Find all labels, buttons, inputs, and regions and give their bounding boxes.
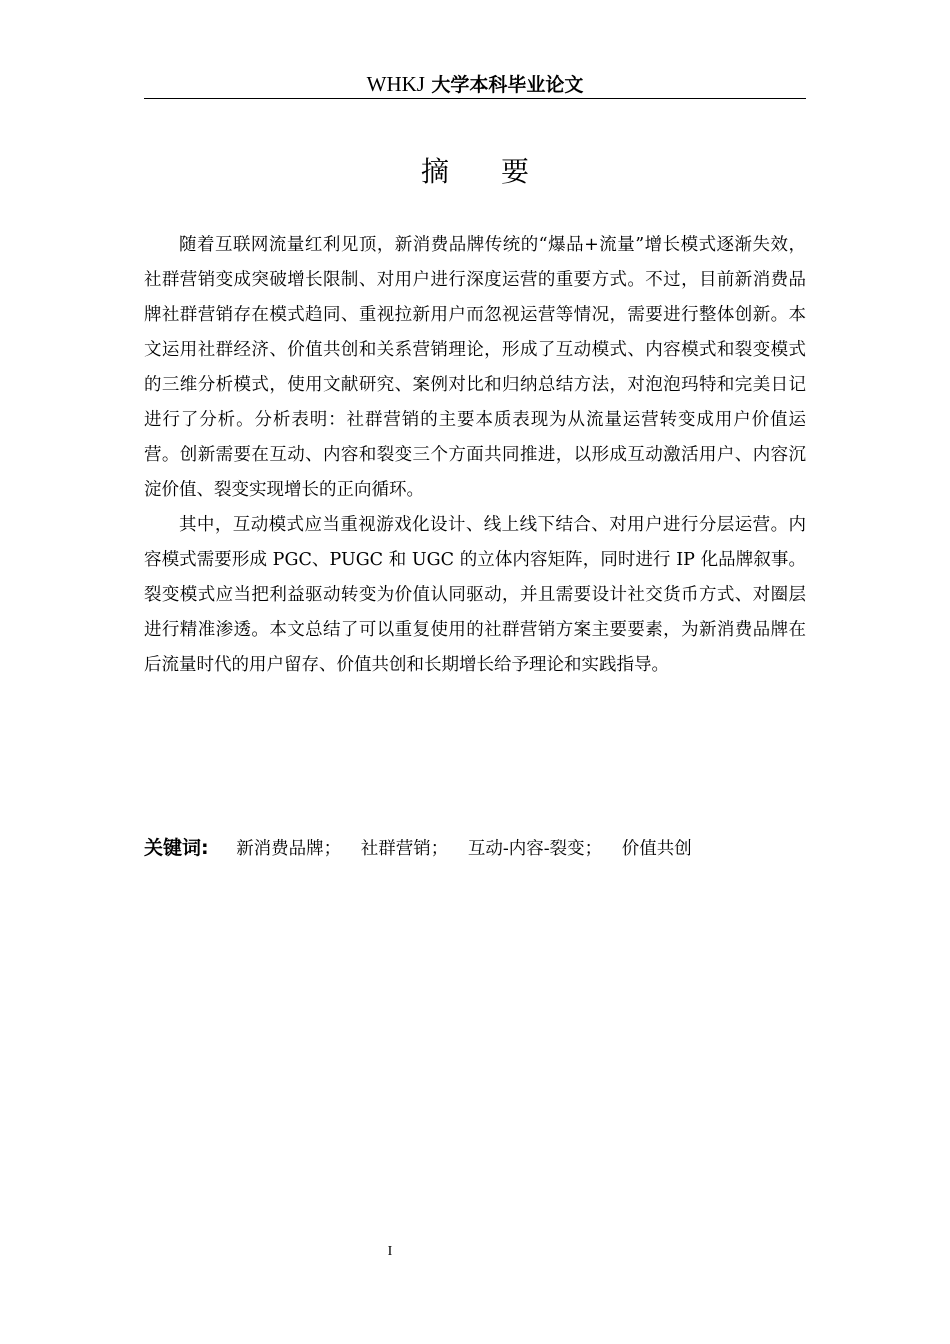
header-cjk: 大学本科毕业论文 [431,74,584,96]
keyword-item: 社群营销； [360,839,449,859]
header-rule [144,98,806,99]
keyword-item: 价值共创 [621,839,692,859]
abstract-paragraph-2: 其中，互动模式应当重视游戏化设计、线上线下结合、对用户进行分层运营。内容模式需要形成 PGC、PUGC 和 UGC 的立体内容矩阵，同时进行 IP 化品牌叙事。裂变模式应当把利益驱动转变为价值认同驱动，并且需要设计社交货币方式、对圈层进行精准渗透。本文总结了可以重复使用的社群营销方案主要要素，为新消费品牌在后流量时代的用户留存、价值共创和长期增长给予理论和实践指导。 [144,515,806,675]
keyword-item: 新消费品牌； [236,839,342,859]
abstract-body [144,228,806,683]
header-latin: WHKJ [366,72,425,96]
keyword-item: 互动-内容-裂变； [467,839,603,859]
abstract-title: 摘要 [420,155,581,188]
keywords-label: 关键词: [144,837,209,859]
page-number: I [387,1244,393,1259]
keywords-line [144,831,806,867]
running-header [144,70,806,99]
abstract-paragraph-1: 随着互联网流量红利见顶，新消费品牌传统的“爆品+流量”增长模式逐渐失效，社群营销变成突破增长限制、对用户进行深度运营的重要方式。不过，目前新消费品牌社群营销存在模式趋同、重视拉新用户而忽视运营等情况，需要进行整体创新。本文运用社群经济、价值共创和关系营销理论，形成了互动模式、内容模式和裂变模式的三维分析模式，使用文献研究、案例对比和归纳总结方法，对泡泡玛特和完美日记进行了分析。分析表明：社群营销的主要本质表现为从流量运营转变成用户价值运营。创新需要在互动、内容和裂变三个方面共同推进，以形成互动激活用户、内容沉淀价值、裂变实现增长的正向循环。 [144,235,806,500]
